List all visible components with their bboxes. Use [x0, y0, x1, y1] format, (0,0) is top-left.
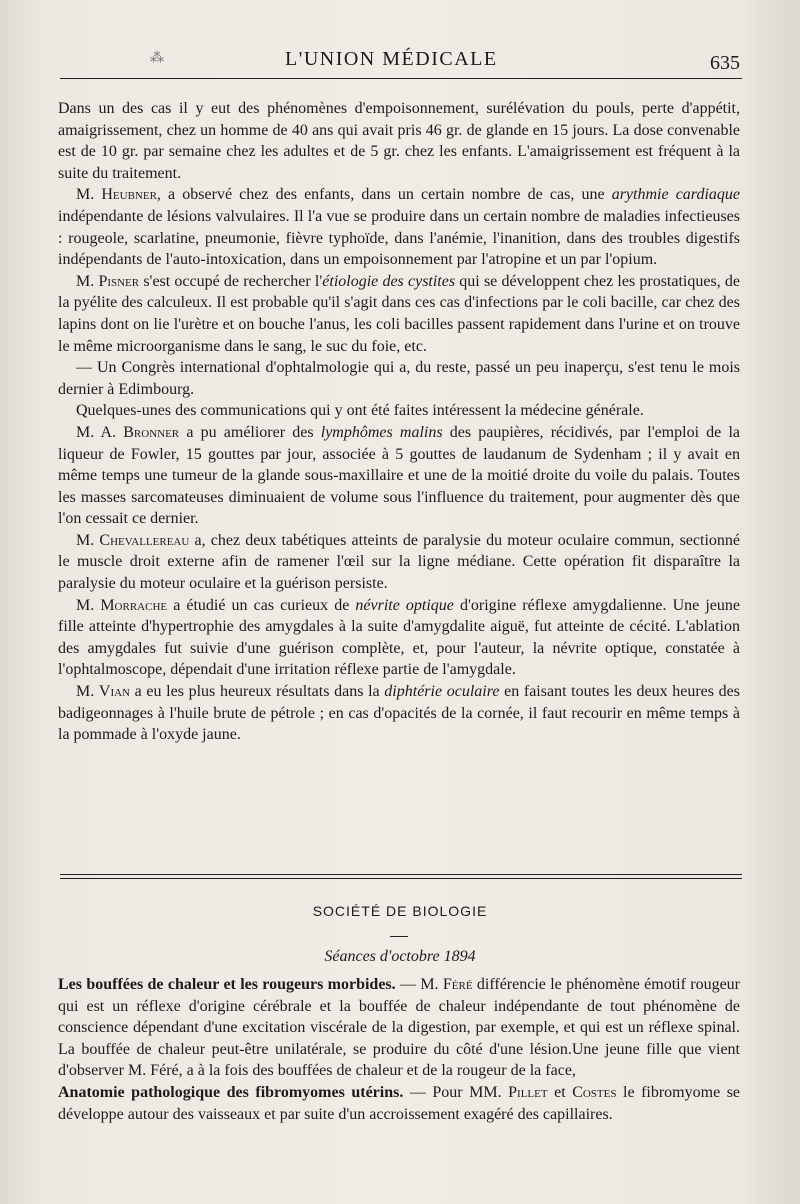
paragraph: [58, 271, 740, 357]
text-run: indépendante de lésions valvulaires. Il l'a vue se produire dans un certain nombre de maladies infectieuses : rougeole, scarlatine, pneumonie, fièvre typhoïde, dans l'anémie, l'inanition, dans des troubles digestifs indépendants de l'auto-intoxication, dans un empoisonnement par l'atropine et un par l'opium.: [58, 207, 740, 269]
section-title: Anatomie pathologique des fibromyomes utérins.: [58, 1083, 404, 1101]
session-heading: Séances d'octobre 1894: [324, 948, 476, 965]
emphasis-term: arythmie cardiaque: [611, 186, 740, 204]
text-run: M.: [76, 683, 99, 701]
emphasis-term: étiologie des cystites: [322, 272, 456, 290]
text-run: — Un Congrès international d'ophtalmologie qui a, du reste, passé un peu inaperçu, s'est tenu le mois dernier à Edimbourg.: [58, 359, 740, 398]
page-number: 635: [710, 52, 740, 74]
emphasis-term: diphtérie oculaire: [384, 683, 500, 701]
page-header: [150, 44, 740, 74]
header-rule: [60, 78, 742, 79]
text-run: des paupières, récidivés, par l'emploi de la liqueur de Fowler, 15 gouttes par jour, associée à 5 gouttes de laudanum de Sydenham ; il y avait en même temps une tumeur de la glande sous-maxillaire et une de la moitié droite du voile du palais. Toutes les masses sarcomateuses diminuaient de volume sous l'influence du traitement, pour augmenter dès que l'on cessait ce dernier.: [58, 423, 741, 528]
text-run: a pu améliorer des: [179, 423, 321, 441]
paragraph: [58, 98, 740, 184]
author-name: Chevallereau: [99, 531, 190, 549]
author-name: Vian: [98, 683, 130, 701]
paragraph: [58, 1082, 740, 1125]
text-run: différencie le phénomène émotif rougeur qui est un réflexe d'origine cérébrale et la bouffée de chaleur indépendante de tout phénomène de conscience dépendant d'une excitation viscérale de la digestion, par exemple, et qui est un réflexe spinal. La bouffée de chaleur peut-être unilatérale, se produire du côté d'une lésion.Une jeune fille que vient d'observer M. Féré, a à la fois des bouffées de chaleur et de la rougeur de la face,: [58, 976, 741, 1080]
paragraph: [58, 595, 740, 681]
text-run: et: [547, 1083, 573, 1101]
text-run: M. A.: [76, 423, 124, 441]
ornament-icon: ⁂: [150, 51, 164, 66]
text-run: le fibromyome se développe autour des vaisseaux et par suite d'un accroissement exagéré des capillaires.: [58, 1083, 741, 1123]
journal-title: L'UNION MÉDICALE: [285, 48, 498, 70]
text-run: d'origine réflexe amygdalienne. Une jeune fille atteinte d'hypertrophie des amygdales à la suite d'amygdalite aiguë, fut atteinte de cécité. L'ablation des amygdales fut suivie d'une guérison complète, et, pour l'auteur, la névrite optique, constatée à l'ophtalmoscope, dépendait d'une irritation réflexe partie de l'amygdale.: [58, 596, 740, 679]
text-run: en faisant toutes les deux heures des badigeonnages à l'huile brute de pétrole ; en cas d'opacités de la cornée, il faut recourir en même temps à la pommade à l'oxyde jaune.: [58, 683, 740, 744]
author-name: Pillet: [508, 1083, 548, 1101]
heading-rule: [390, 936, 408, 937]
paragraph: [58, 400, 740, 422]
article-body: [58, 98, 740, 746]
text-run: a étudié un cas curieux de: [167, 596, 356, 614]
biology-section: [58, 974, 740, 1125]
author-name: Costes: [572, 1083, 617, 1101]
text-run: Quelques-unes des communications qui y ont été faites intéressent la médecine générale.: [76, 402, 644, 420]
paragraph: [58, 681, 740, 746]
paragraph: [58, 357, 740, 400]
author-name: Pisner: [98, 272, 140, 290]
text-run: a eu les plus heureux résultats dans la: [130, 683, 385, 701]
emphasis-term: névrite optique: [355, 596, 454, 614]
emphasis-term: lymphômes malins: [320, 423, 443, 441]
text-run: Dans un des cas il y eut des phénomènes d'empoisonnement, surélévation du pouls, perte d'appétit, amaigrissement, chez un homme de 40 ans qui avait pris 46 gr. de glande en 15 jours. La dose convenable est de 10 gr. par semaine chez les adultes et de 5 gr. chez les enfants. L'amaigrissement est fréquent à la suite du traitement.: [58, 100, 740, 182]
paragraph: [58, 974, 740, 1082]
author-name: Heubner: [101, 186, 157, 204]
paragraph: [58, 530, 740, 595]
paragraph: [58, 184, 740, 270]
author-name: Morrache: [100, 596, 168, 614]
text-run: M.: [76, 272, 99, 290]
author-name: Féré: [442, 976, 473, 993]
text-run: — M.: [395, 976, 443, 993]
text-run: , a observé chez des enfants, dans un certain nombre de cas, une: [156, 186, 612, 204]
text-run: qui se développent chez les prostatiques, de la pyélite des calculeux. Il est probable qu'il s'agit dans ces cas d'infections par le coli bacille, car chez des lapins dont on lie l'urètre et on bouche l'anus, les coli bacilles passent rapidement dans l'urine et on trouve le même microorganisme dans le sang, le suc du foie, etc.: [58, 272, 741, 355]
author-name: Bronner: [123, 423, 180, 441]
text-run: M.: [76, 531, 100, 549]
paragraph: [58, 422, 740, 530]
section-title: Les bouffées de chaleur et les rougeurs morbides.: [58, 976, 396, 993]
text-run: M.: [76, 596, 101, 614]
section-divider: [60, 874, 742, 882]
text-run: a, chez deux tabétiques atteints de paralysie du moteur oculaire commun, sectionné le muscle droit externe afin de ramener l'œil sur la ligne médiane. Cette opération fit disparaître la paralysie du moteur oculaire et la guérison persiste.: [58, 531, 740, 593]
text-run: — Pour MM.: [403, 1083, 509, 1101]
society-heading: SOCIÉTÉ DE BIOLOGIE: [312, 903, 488, 919]
text-run: s'est occupé de rechercher l': [139, 272, 323, 290]
text-run: M.: [76, 186, 102, 204]
